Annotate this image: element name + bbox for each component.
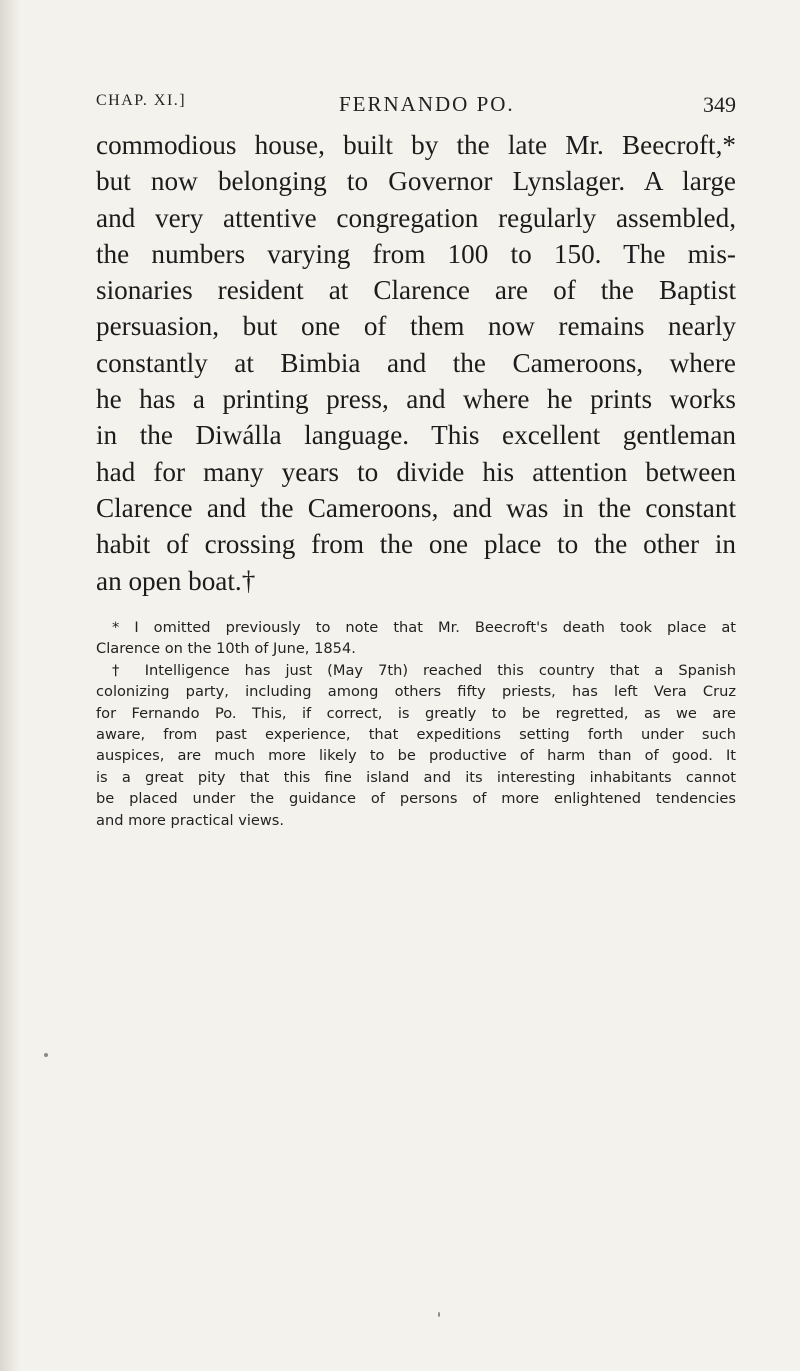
text-line: habit of crossing from the one place to the other in [96,529,736,560]
footnote-line: for Fernando Po. This, if correct, is greatly to be regretted, as we are [96,704,736,722]
text-line: Clarence and the Cameroons, and was in the constant [96,492,736,523]
ink-speck [44,1053,48,1057]
running-header [96,92,736,122]
text-line: commodious house, built by the late Mr. Beecroft,* [96,130,736,160]
footnote-line: † Intelligence has just (May 7th) reached this country that a Spanish [112,661,736,679]
text-line: he has a printing press, and where he prints works [96,384,736,415]
footnote-line: * I omitted previously to note that Mr. Beecroft's death took place at [112,619,736,636]
footnote-line: be placed under the guidance of persons of more enlightened tendencies [96,790,736,808]
footnote-line: aware, from past experience, that expeditions setting forth under such [96,726,736,744]
text-line: persuasion, but one of them now remains nearly [96,311,736,342]
text-line: in the Diwálla language. This excellent gentleman [96,420,736,451]
ink-speck [438,1312,440,1317]
footnote-line: and more practical views. [96,811,285,829]
footnote-line: is a great pity that this fine island and its interesting inhabitants cannot [96,768,736,786]
footnote-line: auspices, are much more likely to be productive of harm than of good. It [96,747,736,765]
page-number: 349 [703,92,736,117]
chapter-reference: CHAP. XI.] [96,92,187,109]
footnotes [96,617,736,831]
footnote-line: Clarence on the 10th of June, 1854. [96,640,356,658]
footnote-dagger [96,660,736,831]
page-edge-shadow [0,0,20,1371]
running-title: FERNANDO PO. [339,92,515,116]
footnote-line: colonizing party, including among others fifty priests, has left Vera Cruz [96,683,736,701]
text-line: an open boat.† [96,565,256,596]
main-paragraph [96,127,736,599]
footnote-asterisk [96,617,736,660]
text-line: constantly at Bimbia and the Cameroons, where [96,347,736,378]
text-line: and very attentive congregation regularly assembled, [96,202,736,233]
text-line: the numbers varying from 100 to 150. The mis- [96,238,736,269]
text-line: but now belonging to Governor Lynslager. A large [96,166,736,197]
text-line: sionaries resident at Clarence are of the Baptist [96,275,736,306]
text-line: had for many years to divide his attention between [96,456,736,487]
